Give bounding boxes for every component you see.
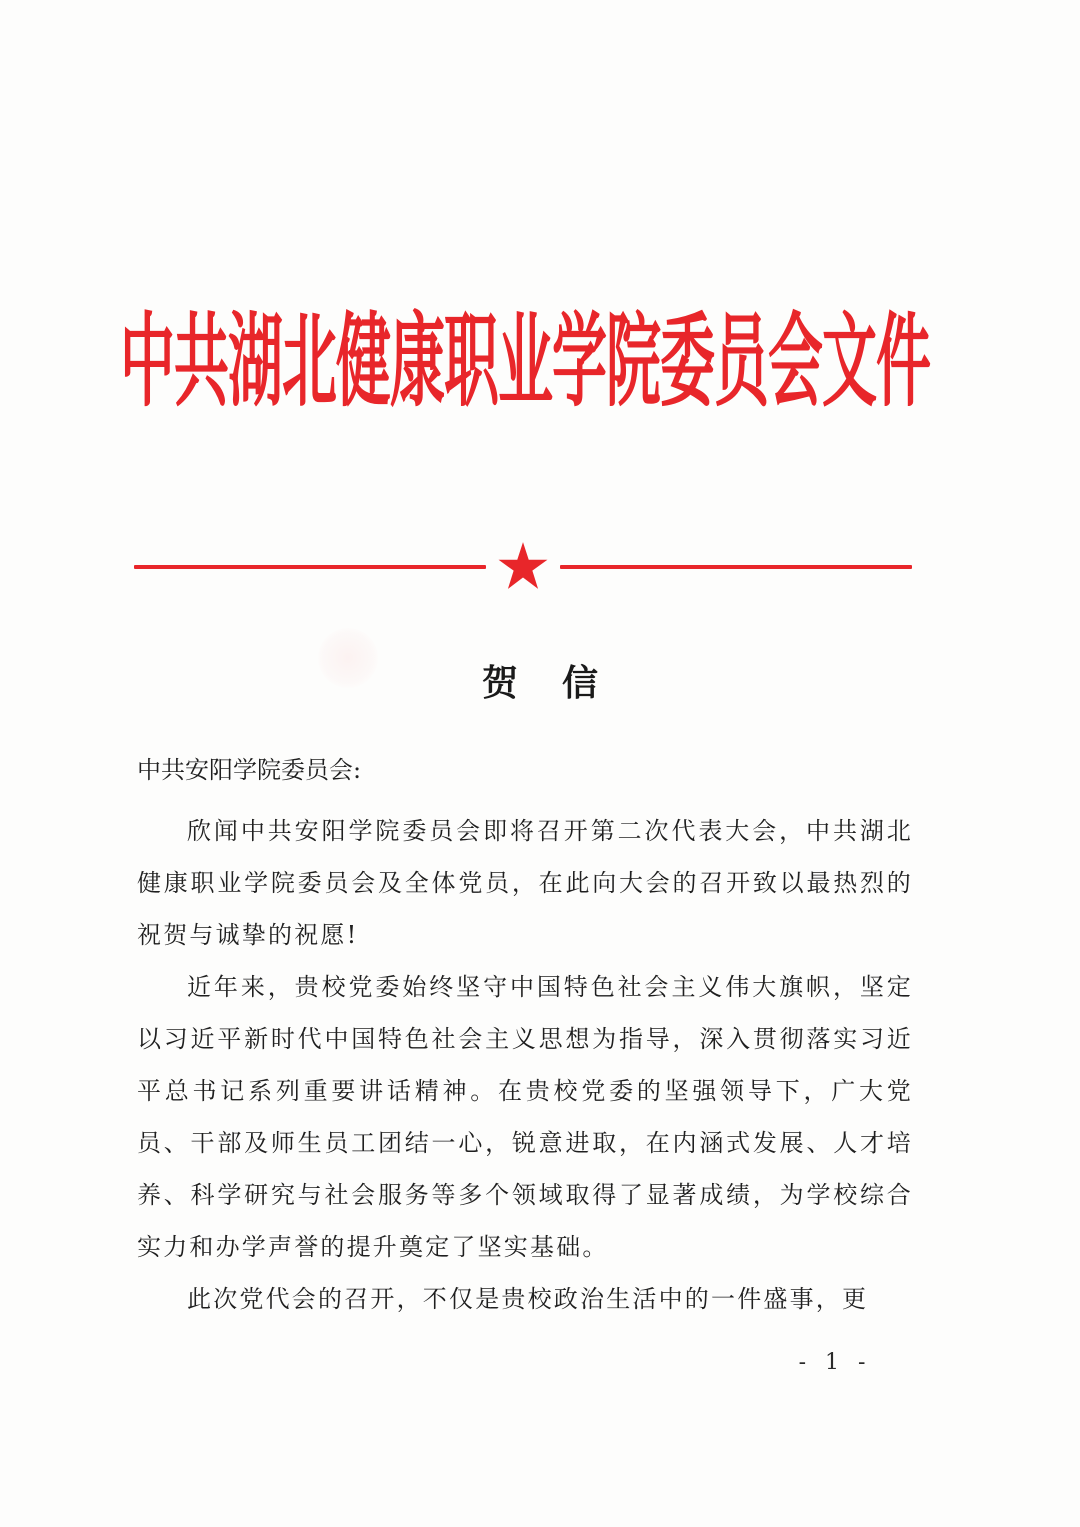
body-paragraph: 欣闻中共安阳学院委员会即将召开第二次代表大会，中共湖北健康职业学院委员会及全体党员，在此向大会的召开致以最热烈的祝贺与诚挚的祝愿! [137,817,913,949]
body-paragraph: 近年来，贵校党委始终坚守中国特色社会主义伟大旗帜，坚定以习近平新时代中国特色社会主义思想为指导，深入贯彻落实习近平总书记系列重要讲话精神。在贵校党委的坚强领导下，广大党员、干部及师生员工团结一心，锐意进取，在内涵式发展、人才培养、科学研究与社会服务等多个领域取得了显著成绩，为学校综合实力和办学声誉的提升奠定了坚实基础。 [137,973,913,1261]
letter-body [137,805,913,1325]
body-paragraph: 此次党代会的召开，不仅是贵校政治生活中的一件盛事，更 [187,1285,869,1313]
divider-rule-left [134,565,486,569]
page-number: - 1 - [798,1350,872,1375]
divider-rule-right [560,565,912,569]
star-icon [497,540,549,592]
masthead-title: 中共湖北健康职业学院委员会文件 [120,301,931,420]
letter-title: 贺信 [481,663,642,704]
salutation: 中共安阳学院委员会: [137,756,362,784]
